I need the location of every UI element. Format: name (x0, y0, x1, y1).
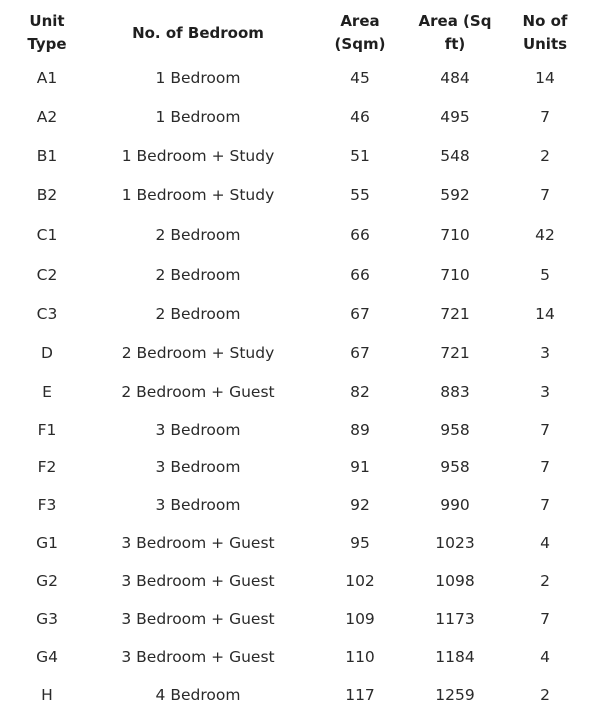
header-bedrooms: No. of Bedroom (132, 23, 264, 42)
header-area-sqm: Area (Sqm) (334, 12, 386, 53)
table-row (0, 638, 600, 676)
cell-no-of-units: 42 (535, 226, 555, 244)
cell-no-of-units: 7 (540, 458, 550, 476)
cell-area-sqft: 495 (440, 108, 470, 126)
table-row (0, 216, 600, 254)
cell-unit-type: G4 (36, 648, 58, 666)
cell-bedrooms: 2 Bedroom (155, 305, 241, 323)
cell-area-sqm: 95 (350, 534, 370, 552)
cell-area-sqft: 548 (440, 147, 470, 165)
cell-area-sqm: 92 (350, 496, 370, 514)
cell-no-of-units: 7 (540, 108, 550, 126)
table-row (0, 137, 600, 175)
cell-bedrooms: 2 Bedroom + Study (121, 344, 275, 362)
cell-bedrooms: 3 Bedroom + Guest (121, 534, 275, 552)
cell-unit-type: E (42, 383, 52, 401)
cell-no-of-units: 4 (540, 534, 550, 552)
cell-area-sqm: 117 (345, 686, 375, 704)
cell-area-sqft: 958 (440, 458, 470, 476)
cell-bedrooms: 3 Bedroom (155, 496, 241, 514)
cell-unit-type: C2 (36, 266, 58, 284)
cell-bedrooms: 1 Bedroom + Study (121, 186, 275, 204)
cell-bedrooms: 4 Bedroom (155, 686, 241, 704)
cell-area-sqft: 592 (440, 186, 470, 204)
cell-area-sqm: 51 (350, 147, 370, 165)
cell-area-sqft: 1098 (435, 572, 475, 590)
cell-unit-type: C1 (36, 226, 58, 244)
cell-unit-type: F2 (37, 458, 57, 476)
cell-unit-type: D (41, 344, 53, 362)
table-header (0, 0, 600, 62)
cell-bedrooms: 1 Bedroom + Study (121, 147, 275, 165)
cell-area-sqft: 1173 (435, 610, 475, 628)
cell-bedrooms: 3 Bedroom (155, 458, 241, 476)
cell-area-sqft: 721 (440, 305, 470, 323)
cell-unit-type: B2 (36, 186, 58, 204)
cell-area-sqft: 484 (440, 69, 470, 87)
cell-area-sqft: 1184 (435, 648, 475, 666)
cell-unit-type: B1 (36, 147, 58, 165)
cell-area-sqft: 958 (440, 421, 470, 439)
cell-area-sqm: 66 (350, 226, 370, 244)
table-row (0, 98, 600, 136)
cell-area-sqm: 91 (350, 458, 370, 476)
table-row (0, 295, 600, 333)
cell-bedrooms: 1 Bedroom (155, 108, 241, 126)
cell-area-sqm: 67 (350, 305, 370, 323)
table-row (0, 176, 600, 214)
cell-no-of-units: 7 (540, 496, 550, 514)
cell-area-sqm: 109 (345, 610, 375, 628)
cell-unit-type: G1 (36, 534, 58, 552)
cell-no-of-units: 3 (540, 344, 550, 362)
cell-area-sqft: 1259 (435, 686, 475, 704)
cell-unit-type: A1 (36, 69, 58, 87)
cell-area-sqm: 110 (345, 648, 375, 666)
table-row (0, 411, 600, 449)
cell-area-sqm: 46 (350, 108, 370, 126)
table-row (0, 373, 600, 411)
cell-bedrooms: 3 Bedroom + Guest (121, 572, 275, 590)
cell-bedrooms: 3 Bedroom + Guest (121, 610, 275, 628)
cell-unit-type: A2 (36, 108, 58, 126)
cell-area-sqft: 721 (440, 344, 470, 362)
cell-area-sqm: 82 (350, 383, 370, 401)
cell-no-of-units: 14 (535, 305, 555, 323)
cell-unit-type: H (41, 686, 53, 704)
cell-area-sqm: 67 (350, 344, 370, 362)
cell-unit-type: C3 (36, 305, 58, 323)
cell-no-of-units: 7 (540, 610, 550, 628)
header-area-sqft: Area (Sq ft) (418, 12, 492, 53)
cell-unit-type: F3 (37, 496, 57, 514)
cell-area-sqm: 89 (350, 421, 370, 439)
cell-bedrooms: 1 Bedroom (155, 69, 241, 87)
cell-unit-type: G2 (36, 572, 58, 590)
table-row (0, 334, 600, 372)
cell-bedrooms: 2 Bedroom + Guest (121, 383, 275, 401)
table-row (0, 486, 600, 524)
cell-area-sqft: 883 (440, 383, 470, 401)
cell-area-sqft: 990 (440, 496, 470, 514)
cell-area-sqm: 66 (350, 266, 370, 284)
cell-no-of-units: 4 (540, 648, 550, 666)
header-unit-type: Unit Type (27, 12, 67, 53)
cell-no-of-units: 5 (540, 266, 550, 284)
table-row (0, 600, 600, 638)
header-no-of-units: No of Units (522, 12, 568, 53)
cell-area-sqft: 710 (440, 226, 470, 244)
cell-unit-type: F1 (37, 421, 57, 439)
table-row (0, 562, 600, 600)
cell-no-of-units: 14 (535, 69, 555, 87)
cell-area-sqm: 55 (350, 186, 370, 204)
table-row (0, 448, 600, 486)
cell-unit-type: G3 (36, 610, 58, 628)
cell-area-sqm: 102 (345, 572, 375, 590)
cell-no-of-units: 2 (540, 147, 550, 165)
cell-no-of-units: 7 (540, 421, 550, 439)
table-row (0, 256, 600, 294)
cell-no-of-units: 7 (540, 186, 550, 204)
cell-bedrooms: 3 Bedroom + Guest (121, 648, 275, 666)
cell-no-of-units: 2 (540, 572, 550, 590)
cell-bedrooms: 3 Bedroom (155, 421, 241, 439)
table-row (0, 676, 600, 714)
cell-no-of-units: 3 (540, 383, 550, 401)
cell-area-sqft: 710 (440, 266, 470, 284)
cell-bedrooms: 2 Bedroom (155, 266, 241, 284)
cell-no-of-units: 2 (540, 686, 550, 704)
cell-area-sqm: 45 (350, 69, 370, 87)
cell-area-sqft: 1023 (435, 534, 475, 552)
table-row (0, 524, 600, 562)
cell-bedrooms: 2 Bedroom (155, 226, 241, 244)
table-row (0, 59, 600, 97)
